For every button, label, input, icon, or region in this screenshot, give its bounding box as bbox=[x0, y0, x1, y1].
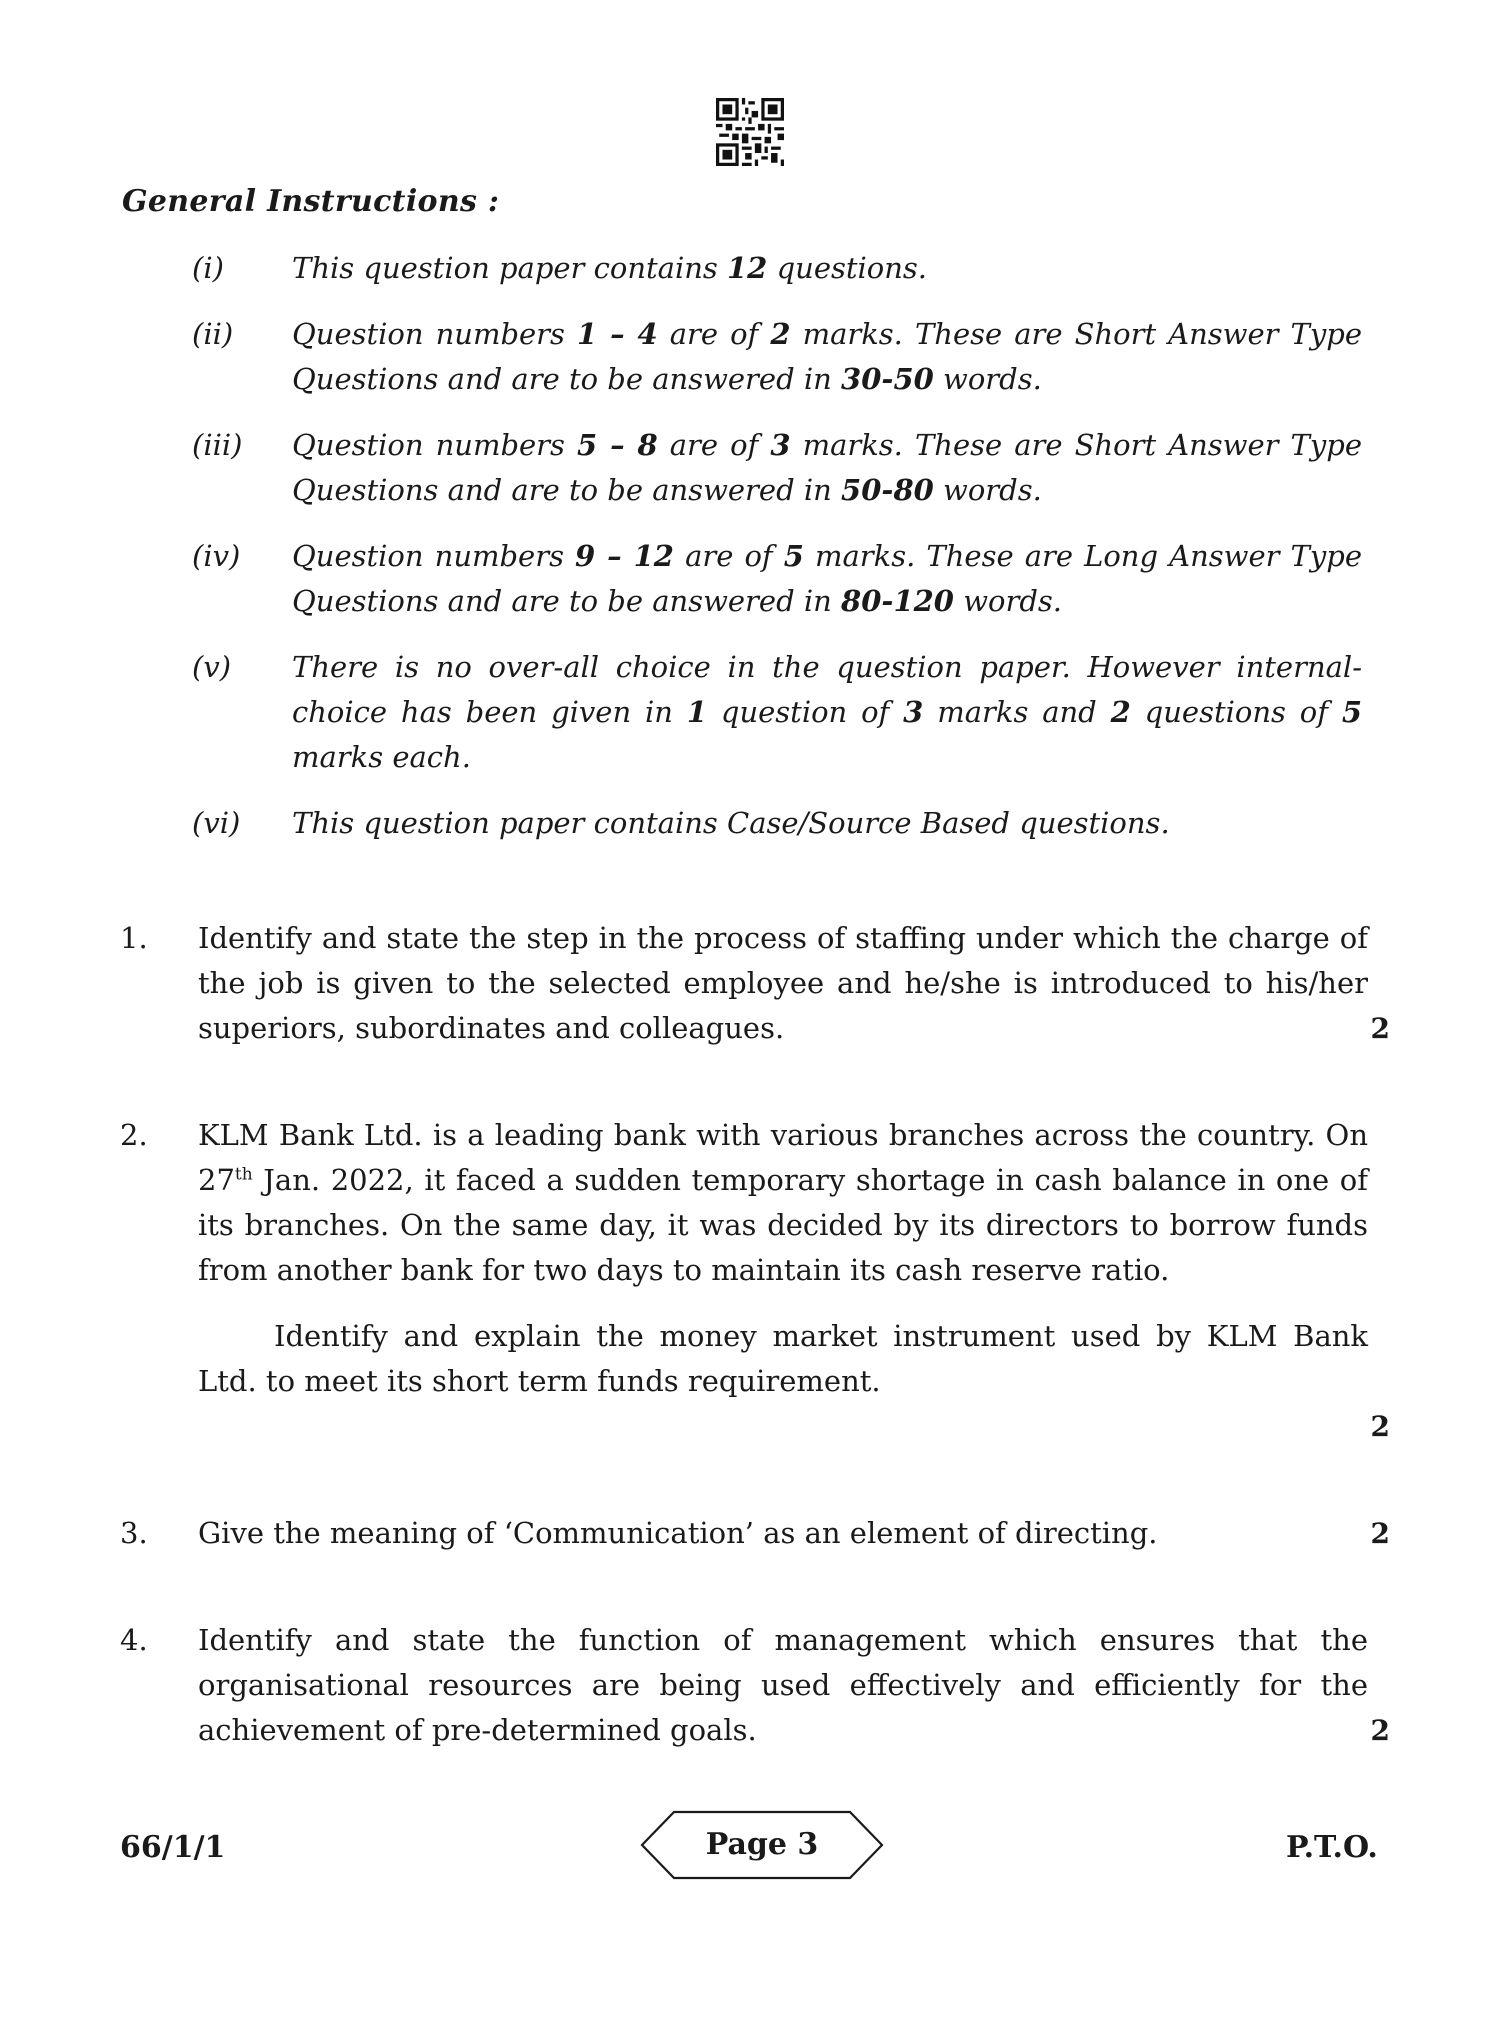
page-number-badge bbox=[640, 1810, 884, 1880]
instruction-number: (vi) bbox=[192, 806, 241, 840]
question-text: Identify and state the step in the process of staffing under which the charge of the job is given to the selected employee and he/she is introduced to his/her superiors, subordinates and colleagues. bbox=[198, 921, 1368, 1045]
instruction-item bbox=[192, 534, 1372, 624]
question-number: 1. bbox=[120, 921, 148, 955]
question-3 bbox=[120, 1511, 1390, 1556]
question-text: Identify and state the function of management which ensures that the organisational resources are being used effectively and efficiently for the achievement of pre-determined goals. bbox=[198, 1623, 1368, 1747]
question-2 bbox=[120, 1113, 1390, 1443]
question-subtext: Identify and explain the money market instrument used by KLM Bank Ltd. to meet its short term funds requirement. bbox=[198, 1319, 1368, 1398]
instruction-number: (iii) bbox=[192, 428, 243, 462]
instruction-number: (iv) bbox=[192, 539, 241, 573]
instruction-item bbox=[192, 312, 1372, 402]
instruction-number: (i) bbox=[192, 251, 224, 285]
question-marks: 2 bbox=[1370, 1012, 1390, 1045]
instruction-text: Question numbers 5 – 8 are of 3 marks. These are Short Answer Type Questions and are to be answered in 50-80 words. bbox=[292, 428, 1362, 507]
instruction-text: Question numbers 1 – 4 are of 2 marks. These are Short Answer Type Questions and are to be answered in 30-50 words. bbox=[292, 317, 1362, 396]
instruction-item bbox=[192, 423, 1372, 513]
instruction-number: (v) bbox=[192, 650, 232, 684]
question-number: 4. bbox=[120, 1623, 148, 1657]
instruction-text: This question paper contains 12 questions. bbox=[292, 251, 928, 285]
question-number: 3. bbox=[120, 1516, 148, 1550]
paper-code: 66/1/1 bbox=[120, 1830, 226, 1865]
question-marks: 2 bbox=[1370, 1714, 1390, 1747]
instruction-text: There is no over-all choice in the question paper. However internal-choice has been given in 1 question of 3 marks and 2 questions of 5 marks each. bbox=[292, 650, 1363, 774]
instruction-item bbox=[192, 246, 1372, 291]
general-instructions-title: General Instructions : bbox=[122, 184, 500, 219]
question-marks: 2 bbox=[1370, 1410, 1390, 1443]
question-marks: 2 bbox=[1370, 1517, 1390, 1550]
instruction-item bbox=[192, 645, 1372, 780]
question-text: Give the meaning of ‘Communication’ as an element of directing. bbox=[198, 1516, 1158, 1550]
instruction-text: Question numbers 9 – 12 are of 5 marks. These are Long Answer Type Questions and are to be answered in 80-120 words. bbox=[292, 539, 1362, 618]
question-number: 2. bbox=[120, 1118, 148, 1152]
qr-code-icon bbox=[716, 98, 784, 166]
page-number: Page 3 bbox=[705, 1827, 819, 1862]
instruction-text: This question paper contains Case/Source Based questions. bbox=[292, 806, 1170, 840]
question-text: KLM Bank Ltd. is a leading bank with various branches across the country. On 27th Jan. 2022, it faced a sudden temporary shortage in cash balance in one of its branches. On the same day, it was decided by its directors to borrow funds from another bank for two days to maintain its cash reserve ratio. bbox=[198, 1118, 1368, 1287]
question-4 bbox=[120, 1618, 1390, 1753]
pto-label: P.T.O. bbox=[1286, 1830, 1378, 1865]
instruction-item bbox=[192, 801, 1372, 846]
instruction-number: (ii) bbox=[192, 317, 234, 351]
question-1 bbox=[120, 916, 1390, 1051]
